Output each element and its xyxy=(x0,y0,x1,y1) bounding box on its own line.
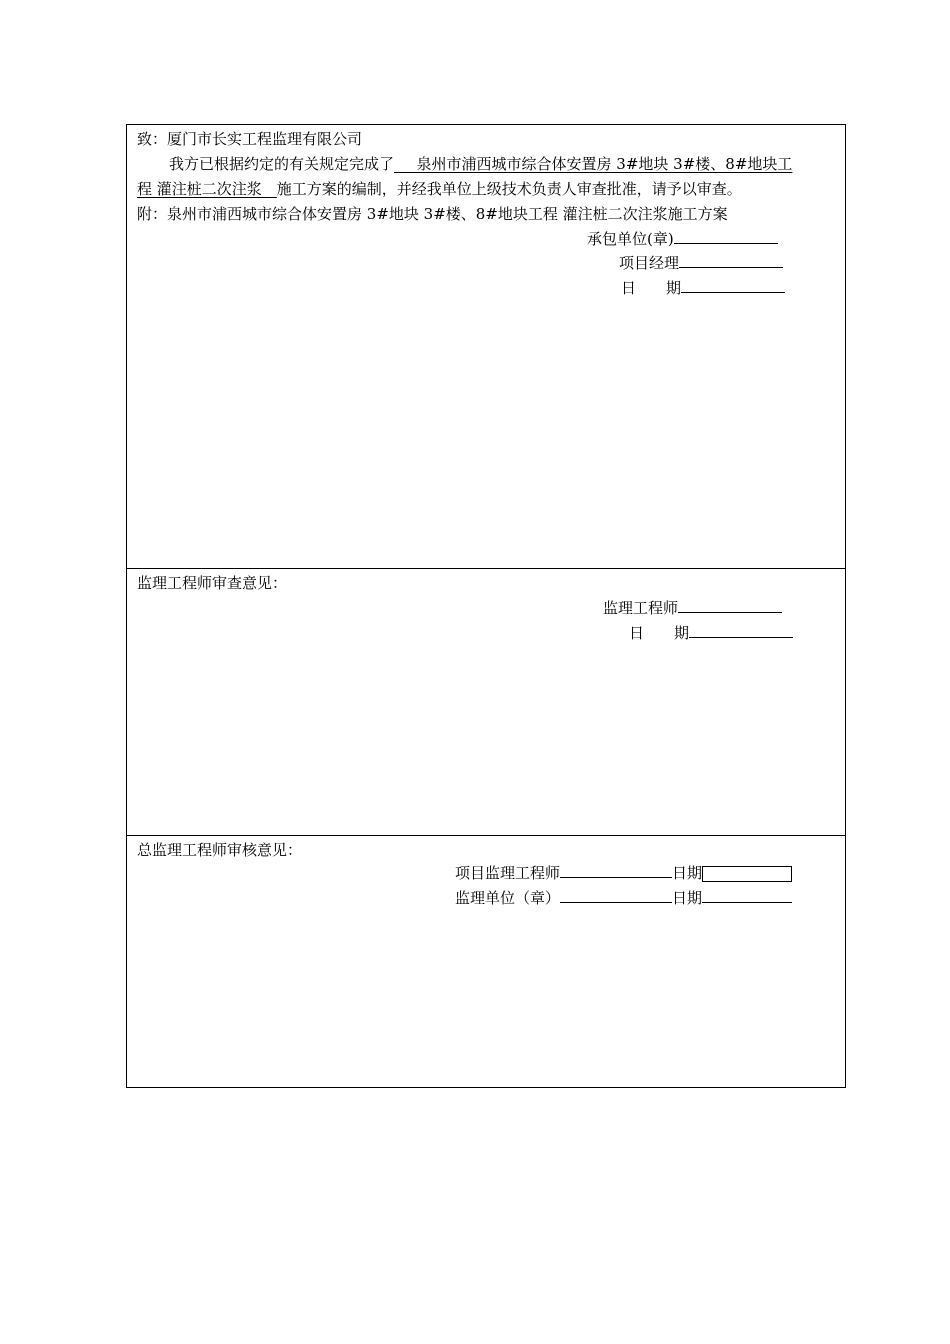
supervision-unit-date-label: 日期 xyxy=(672,889,703,907)
project-engineer-date-box[interactable] xyxy=(702,866,792,882)
chief-engineer-review-heading: 总监理工程师审核意见： xyxy=(137,841,303,859)
project-manager-label: 项目经理 xyxy=(619,254,680,272)
engineer-signature xyxy=(603,596,782,620)
contractor-unit-label: 承包单位(章) xyxy=(587,230,674,248)
submission-body-line2 xyxy=(137,177,742,201)
contractor-section xyxy=(127,125,845,569)
project-manager-blank[interactable] xyxy=(679,251,783,268)
supervision-unit-signature xyxy=(455,886,792,910)
contractor-unit-blank[interactable] xyxy=(674,227,778,244)
project-engineer-signature xyxy=(455,861,792,885)
engineer-review-section xyxy=(127,569,845,836)
engineer-date xyxy=(629,621,793,645)
contractor-date-label: 日 期 xyxy=(621,279,682,297)
engineer-date-blank[interactable] xyxy=(689,621,793,638)
supervision-unit-blank[interactable] xyxy=(560,886,672,903)
project-engineer-label: 项目监理工程师 xyxy=(455,864,561,882)
contractor-date xyxy=(621,276,785,300)
chief-engineer-review-section xyxy=(127,836,845,1089)
contractor-date-blank[interactable] xyxy=(681,276,785,293)
supervision-unit-label: 监理单位（章） xyxy=(455,889,561,907)
addressee: 致：厦门市长实工程监理有限公司 xyxy=(137,130,363,148)
project-engineer-blank[interactable] xyxy=(560,861,672,878)
engineer-label: 监理工程师 xyxy=(603,599,679,617)
project-engineer-date-label: 日期 xyxy=(672,864,703,882)
construction-plan-approval-form xyxy=(126,124,846,1088)
submission-body-line1 xyxy=(169,152,792,176)
project-name-part2: 程 灌注桩二次注浆__ xyxy=(137,180,277,198)
attachment-line: 附：泉州市浦西城市综合体安置房 3#地块 3#楼、8#地块工程 灌注桩二次注浆施工方案 xyxy=(137,205,728,223)
engineer-date-label: 日 期 xyxy=(629,624,690,642)
supervision-unit-date-blank[interactable] xyxy=(702,886,792,903)
contractor-unit-signature xyxy=(587,227,778,251)
engineer-blank[interactable] xyxy=(678,596,782,613)
project-manager-signature xyxy=(619,251,783,275)
body-prefix: 我方已根据约定的有关规定完成了 xyxy=(169,155,395,173)
engineer-review-heading: 监理工程师审查意见： xyxy=(137,574,288,592)
body-suffix: 施工方案的编制，并经我单位上级技术负责人审查批准，请予以审查。 xyxy=(276,180,742,198)
project-name-part1: ___泉州市浦西城市综合体安置房 3#地块 3#楼、8#地块工 xyxy=(394,155,793,173)
